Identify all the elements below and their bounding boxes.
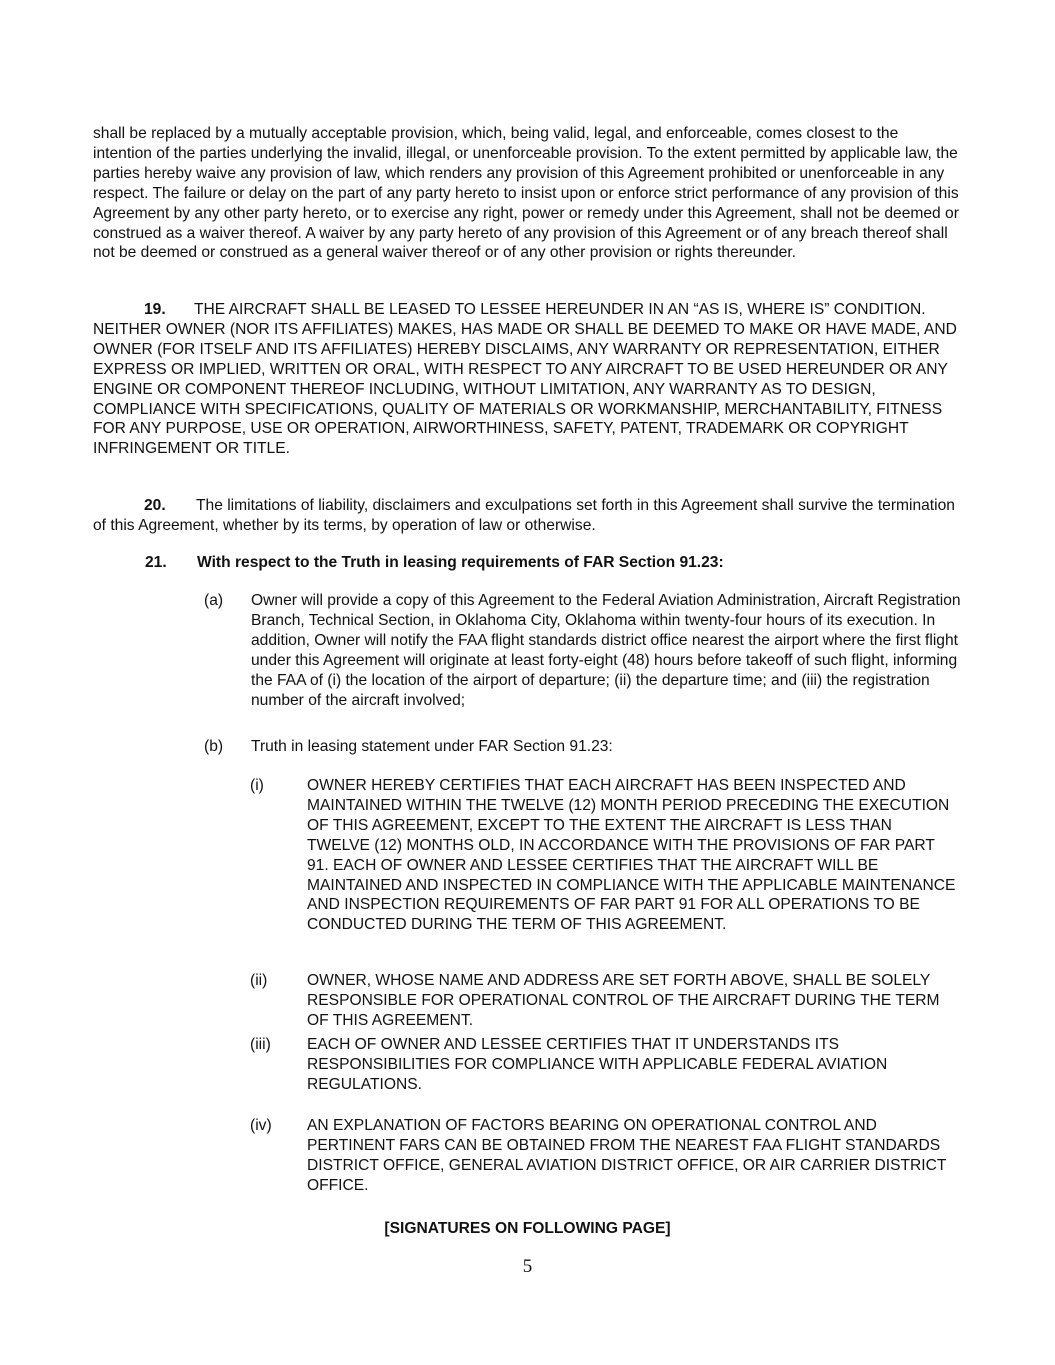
clause-b-ii-text: OWNER, WHOSE NAME AND ADDRESS ARE SET FORTH ABOVE, SHALL BE SOLELY RESPONSIBLE FOR OPERATIONAL CONTROL OF THE AIRCRAFT DURING THE TERM OF THIS AGREEMENT. [307,972,940,1029]
section-21-number: 21. [145,554,167,571]
clause-b-text: Truth in leasing statement under FAR Section 91.23: [251,738,613,755]
clause-b-ii-label: (ii) [250,972,268,989]
section-21-heading [145,553,724,573]
section-19 [93,300,961,459]
section-20-text: The limitations of liability, disclaimers and exculpations set forth in this Agreement shall survive the termination of this Agreement, whether by its terms, by operation of law or otherwise. [93,497,955,534]
section-21-title: With respect to the Truth in leasing requirements of FAR Section 91.23: [197,554,724,571]
section-19-number: 19. [144,301,166,318]
section-20-number: 20. [144,497,166,514]
clause-b-i-label: (i) [250,777,264,794]
clause-a-text: Owner will provide a copy of this Agreement to the Federal Aviation Administration, Aircraft Registration Branch, Technical Section, in Oklahoma City, Oklahoma within twenty-four hours of its execution. In addition, Owner will notify the FAA flight standards district office nearest the airport where the first flight under this Agreement will originate at least forty-eight (48) hours before takeoff of such flight, informing the FAA of (i) the location of the airport of departure; (ii) the departure time; and (iii) the registration number of the aircraft involved; [251,592,961,709]
clause-b-iv-text: AN EXPLANATION OF FACTORS BEARING ON OPERATIONAL CONTROL AND PERTINENT FARS CAN BE OBTAINED FROM THE NEAREST FAA FLIGHT STANDARDS DISTRICT OFFICE, GENERAL AVIATION DISTRICT OFFICE, OR AIR CARRIER DISTRICT OFFICE. [307,1117,947,1194]
clause-b-iii-label: (iii) [250,1036,271,1053]
clause-b-label: (b) [204,738,224,755]
clause-a-label: (a) [204,592,224,609]
section-20 [93,496,961,536]
clause-b-iv-label: (iv) [250,1117,272,1134]
clause-b-iii-text: EACH OF OWNER AND LESSEE CERTIFIES THAT IT UNDERSTANDS ITS RESPONSIBILITIES FOR COMPLIANCE WITH APPLICABLE FEDERAL AVIATION REGULATIONS. [307,1036,888,1093]
clause-b-i-text: OWNER HEREBY CERTIFIES THAT EACH AIRCRAFT HAS BEEN INSPECTED AND MAINTAINED WITHIN THE TWELVE (12) MONTH PERIOD PRECEDING THE EXECUTION OF THIS AGREEMENT, EXCEPT TO THE EXTENT THE AIRCRAFT IS LESS THAN TWELVE (12) MONTHS OLD, IN ACCORDANCE WITH THE PROVISIONS OF FAR PART 91. EACH OF OWNER AND LESSEE CERTIFIES THAT THE AIRCRAFT WILL BE MAINTAINED AND INSPECTED IN COMPLIANCE WITH THE APPLICABLE MAINTENANCE AND INSPECTION REQUIREMENTS OF FAR PART 91 FOR ALL OPERATIONS TO BE CONDUCTED DURING THE TERM OF THIS AGREEMENT. [307,777,956,934]
section-19-text: THE AIRCRAFT SHALL BE LEASED TO LESSEE HEREUNDER IN AN “AS IS, WHERE IS” CONDITION. NEITHER OWNER (NOR ITS AFFILIATES) MAKES, HAS MADE OR SHALL BE DEEMED TO MAKE OR HAVE MADE, AND OWNER (FOR ITSELF AND ITS AFFILIATES) HEREBY DISCLAIMS, ANY WARRANTY OR REPRESENTATION, EITHER EXPRESS OR IMPLIED, WRITTEN OR ORAL, WITH RESPECT TO ANY AIRCRAFT TO BE USED HEREUNDER OR ANY ENGINE OR COMPONENT THEREOF INCLUDING, WITHOUT LIMITATION, ANY WARRANTY AS TO DESIGN, COMPLIANCE WITH SPECIFICATIONS, QUALITY OF MATERIALS OR WORKMANSHIP, MERCHANTABILITY, FITNESS FOR ANY PURPOSE, USE OR OPERATION, AIRWORTHINESS, SAFETY, PATENT, TRADEMARK OR COPYRIGHT INFRINGEMENT OR TITLE. [93,301,957,458]
signatures-note: [SIGNATURES ON FOLLOWING PAGE] [384,1220,671,1237]
continued-paragraph: shall be replaced by a mutually acceptable provision, which, being valid, legal, and enforceable, comes closest to the intention of the parties underlying the invalid, illegal, or unenforceable provision. To the extent permitted by applicable law, the parties hereby waive any provision of law, which renders any provision of this Agreement prohibited or unenforceable in any respect. The failure or delay on the part of any party hereto to insist upon or enforce strict performance of any provision of this Agreement by any other party hereto, or to exercise any right, power or remedy under this Agreement, shall not be deemed or construed as a waiver thereof. A waiver by any party hereto of any provision of this Agreement or of any breach thereof shall not be deemed or construed as a general waiver thereof or of any other provision or rights thereunder. [93,125,959,262]
page-number: 5 [522,1256,533,1277]
